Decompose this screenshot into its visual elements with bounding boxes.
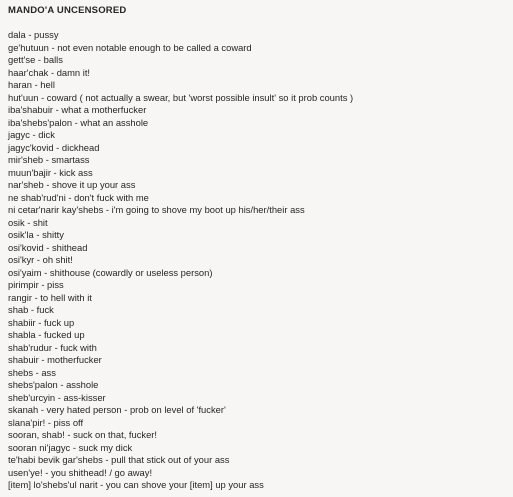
- glossary-entry: shab'rudur - fuck with: [8, 341, 97, 353]
- document-title: MANDO'A UNCENSORED: [8, 5, 127, 16]
- glossary-entry: slana'pir! - piss off: [8, 416, 84, 428]
- glossary-entry: jagyc - dick: [8, 129, 55, 140]
- glossary-entry: osik'la - shitty: [8, 229, 64, 240]
- glossary-entry: shabla - fucked up: [8, 329, 85, 340]
- glossary-entry: osi'yaim - shithouse (cowardly or useless person): [8, 266, 213, 278]
- glossary-entry: sheb'urcyin - ass-kisser: [8, 391, 106, 403]
- glossary-entry: pirimpir - piss: [8, 279, 64, 290]
- glossary-entry: iba'shabuir - what a motherfucker: [8, 104, 147, 115]
- glossary-entry: usen'ye! - you shithead! / go away!: [8, 466, 153, 478]
- glossary-entry: jagyc'kovid - dickhead: [8, 141, 100, 153]
- glossary-entry: ni cetar'narir kay'shebs - i'm going to shove my boot up his/her/their ass: [8, 204, 305, 215]
- glossary-entry: osik - shit: [8, 216, 48, 228]
- glossary-entry: shabiir - fuck up: [8, 316, 75, 328]
- glossary-entry: hut'uun - coward ( not actually a swear, but 'worst possible insult' so it prob counts ): [8, 91, 354, 103]
- glossary-entry: osi'kyr - oh shit!: [8, 254, 73, 265]
- glossary-entry: nar'sheb - shove it up your ass: [8, 179, 136, 190]
- glossary-entry: ge'hutuun - not even notable enough to be called a coward: [8, 41, 252, 53]
- glossary-entry: shebs - ass: [8, 366, 56, 378]
- glossary-entry: iba'shebs'palon - what an asshole: [8, 116, 149, 128]
- glossary-entry: osi'kovid - shithead: [8, 241, 88, 253]
- glossary-entry: shebs'palon - asshole: [8, 379, 99, 390]
- glossary-entry: shab - fuck: [8, 304, 54, 315]
- glossary-entry: sooran ni'jagyc - suck my dick: [8, 441, 133, 453]
- glossary-entry: ne shab'rud'ni - don't fuck with me: [8, 191, 149, 203]
- glossary-entry: haar'chak - damn it!: [8, 66, 91, 78]
- glossary-entry: dala - pussy: [8, 29, 59, 40]
- glossary-entry: mir'sheb - smartass: [8, 154, 90, 165]
- glossary-list: [8, 29, 513, 492]
- glossary-entry: rangir - to hell with it: [8, 291, 92, 303]
- glossary-entry: sooran, shab! - suck on that, fucker!: [8, 429, 158, 440]
- glossary-entry: te'habi bevik gar'shebs - pull that stick out of your ass: [8, 454, 230, 465]
- glossary-entry: skanah - very hated person - prob on level of 'fucker': [8, 404, 226, 415]
- glossary-entry: [item] lo'shebs'ul narit - you can shove your [item] up your ass: [8, 479, 264, 490]
- glossary-entry: haran - hell: [8, 79, 55, 90]
- glossary-entry: gett'se - balls: [8, 54, 63, 65]
- glossary-entry: muun'bajir - kick ass: [8, 166, 93, 178]
- glossary-entry: shabuir - motherfucker: [8, 354, 102, 365]
